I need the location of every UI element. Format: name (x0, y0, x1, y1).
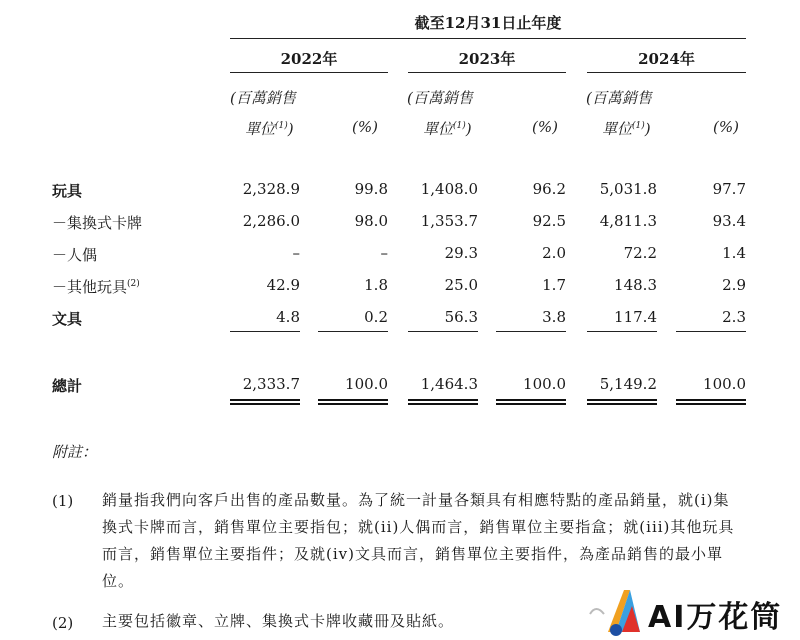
kaleidoscope-logo-icon (586, 584, 646, 638)
cell-2022-units: 2,286.0 (242, 212, 300, 230)
subtotal-rule (496, 331, 566, 332)
units-label-close: ) (644, 120, 651, 138)
row-label: 玩具 (52, 182, 83, 200)
year-rule-2023 (408, 72, 566, 73)
units-label-text: 單位 (423, 120, 454, 138)
watermark-logo (586, 584, 796, 638)
total-double-rule (587, 399, 657, 401)
cell-2023-units: 25.0 (444, 276, 478, 294)
total-double-rule (676, 403, 746, 405)
cell-2023-units: 1,408.0 (420, 180, 478, 198)
cell-2022-pct: 1.8 (364, 276, 388, 294)
cell-2024-units: 5,031.8 (599, 180, 657, 198)
note-1-line: 銷量指我們向客戶出售的產品數量。為了統一計量各類具有相應特點的產品銷量，就(i)集 (102, 491, 730, 509)
cell-2022-units: 2,333.7 (242, 375, 300, 393)
cell-2022-pct: 100.0 (345, 375, 388, 393)
pct-label: (%) (352, 118, 378, 136)
pct-label: (%) (713, 118, 739, 136)
cell-2022-units: 2,328.9 (242, 180, 300, 198)
units-label-line2 (602, 118, 651, 139)
total-double-rule (408, 399, 478, 401)
units-label-close: ) (465, 120, 472, 138)
year-rule-2024 (587, 72, 746, 73)
row-label (52, 276, 140, 297)
units-label-line1: (百萬銷售 (407, 89, 473, 107)
note-1-line: 換式卡牌而言，銷售單位主要指包；就(ii)人偶而言，銷售單位主要指盒；就(iii)其他玩具 (102, 518, 735, 536)
total-double-rule (676, 399, 746, 401)
row-footnote-ref: (2) (127, 279, 140, 289)
cell-2022-pct: 99.8 (354, 180, 388, 198)
cell-2022-pct: – (380, 244, 388, 262)
note-1-text (102, 487, 734, 595)
cell-2022-pct: 0.2 (364, 308, 388, 326)
subtotal-rule (230, 331, 300, 332)
cell-2023-units: 56.3 (444, 308, 478, 326)
note-2-number: (2) (52, 614, 74, 632)
total-double-rule (496, 399, 566, 401)
subtotal-rule (676, 331, 746, 332)
total-double-rule (408, 403, 478, 405)
cell-2023-units: 1,353.7 (420, 212, 478, 230)
cell-2023-pct: 1.7 (542, 276, 566, 294)
total-double-rule (230, 399, 300, 401)
total-double-rule (587, 403, 657, 405)
cell-2022-units: – (292, 244, 300, 262)
year-header-2024: 2024年 (638, 50, 695, 68)
total-double-rule (496, 403, 566, 405)
year-rule-2022 (230, 72, 388, 73)
units-footnote-ref: (1) (453, 121, 466, 131)
cell-2023-pct: 3.8 (542, 308, 566, 326)
cell-2024-units: 148.3 (614, 276, 657, 294)
subtotal-rule (587, 331, 657, 332)
units-footnote-ref: (1) (275, 121, 288, 131)
cell-2024-pct: 2.3 (722, 308, 746, 326)
row-label: 文具 (52, 310, 83, 328)
cell-2024-pct: 2.9 (722, 276, 746, 294)
note-2-text: 主要包括徽章、立牌、集換式卡牌收藏冊及貼紙。 (102, 612, 455, 630)
units-label-text: 單位 (602, 120, 633, 138)
year-header-2022: 2022年 (280, 50, 338, 68)
cell-2024-units: 5,149.2 (599, 375, 657, 393)
units-label-text: 單位 (245, 120, 276, 138)
cell-2023-pct: 100.0 (523, 375, 566, 393)
row-label-text: －其他玩具 (52, 278, 128, 296)
period-header: 截至12月31日止年度 (414, 14, 562, 32)
row-label: 總計 (52, 377, 83, 395)
units-label-line2 (423, 118, 472, 139)
note-1-line: 位。 (102, 572, 135, 590)
units-label-line2 (245, 118, 294, 139)
row-label: －人偶 (52, 246, 98, 264)
cell-2023-units: 1,464.3 (420, 375, 478, 393)
total-double-rule (318, 399, 388, 401)
cell-2023-pct: 92.5 (532, 212, 566, 230)
units-label-line1: (百萬銷售 (586, 89, 652, 107)
cell-2023-pct: 96.2 (532, 180, 566, 198)
cell-2022-units: 4.8 (276, 308, 300, 326)
note-1-number: (1) (52, 492, 74, 510)
total-double-rule (230, 403, 300, 405)
pct-label: (%) (532, 118, 558, 136)
cell-2024-pct: 1.4 (722, 244, 746, 262)
year-header-2023: 2023年 (458, 50, 516, 68)
subtotal-rule (408, 331, 478, 332)
notes-heading: 附註： (52, 443, 98, 461)
period-rule (230, 38, 746, 39)
total-double-rule (318, 403, 388, 405)
units-footnote-ref: (1) (632, 121, 645, 131)
cell-2024-units: 72.2 (623, 244, 657, 262)
row-label: －集換式卡牌 (52, 214, 143, 232)
cell-2024-units: 4,811.3 (599, 212, 657, 230)
cell-2022-units: 42.9 (266, 276, 300, 294)
cell-2022-pct: 98.0 (354, 212, 388, 230)
subtotal-rule (318, 331, 388, 332)
cell-2023-pct: 2.0 (542, 244, 566, 262)
cell-2024-pct: 93.4 (712, 212, 746, 230)
units-label-line1: (百萬銷售 (230, 89, 296, 107)
cell-2024-units: 117.4 (614, 308, 657, 326)
units-label-close: ) (287, 120, 294, 138)
note-1-line: 而言，銷售單位主要指件；及就(iv)文具而言，銷售單位主要指件，為產品銷售的最小單 (102, 545, 723, 563)
watermark-text: AI万花筒 (648, 600, 783, 635)
cell-2024-pct: 100.0 (703, 375, 746, 393)
cell-2023-units: 29.3 (444, 244, 478, 262)
cell-2024-pct: 97.7 (712, 180, 746, 198)
